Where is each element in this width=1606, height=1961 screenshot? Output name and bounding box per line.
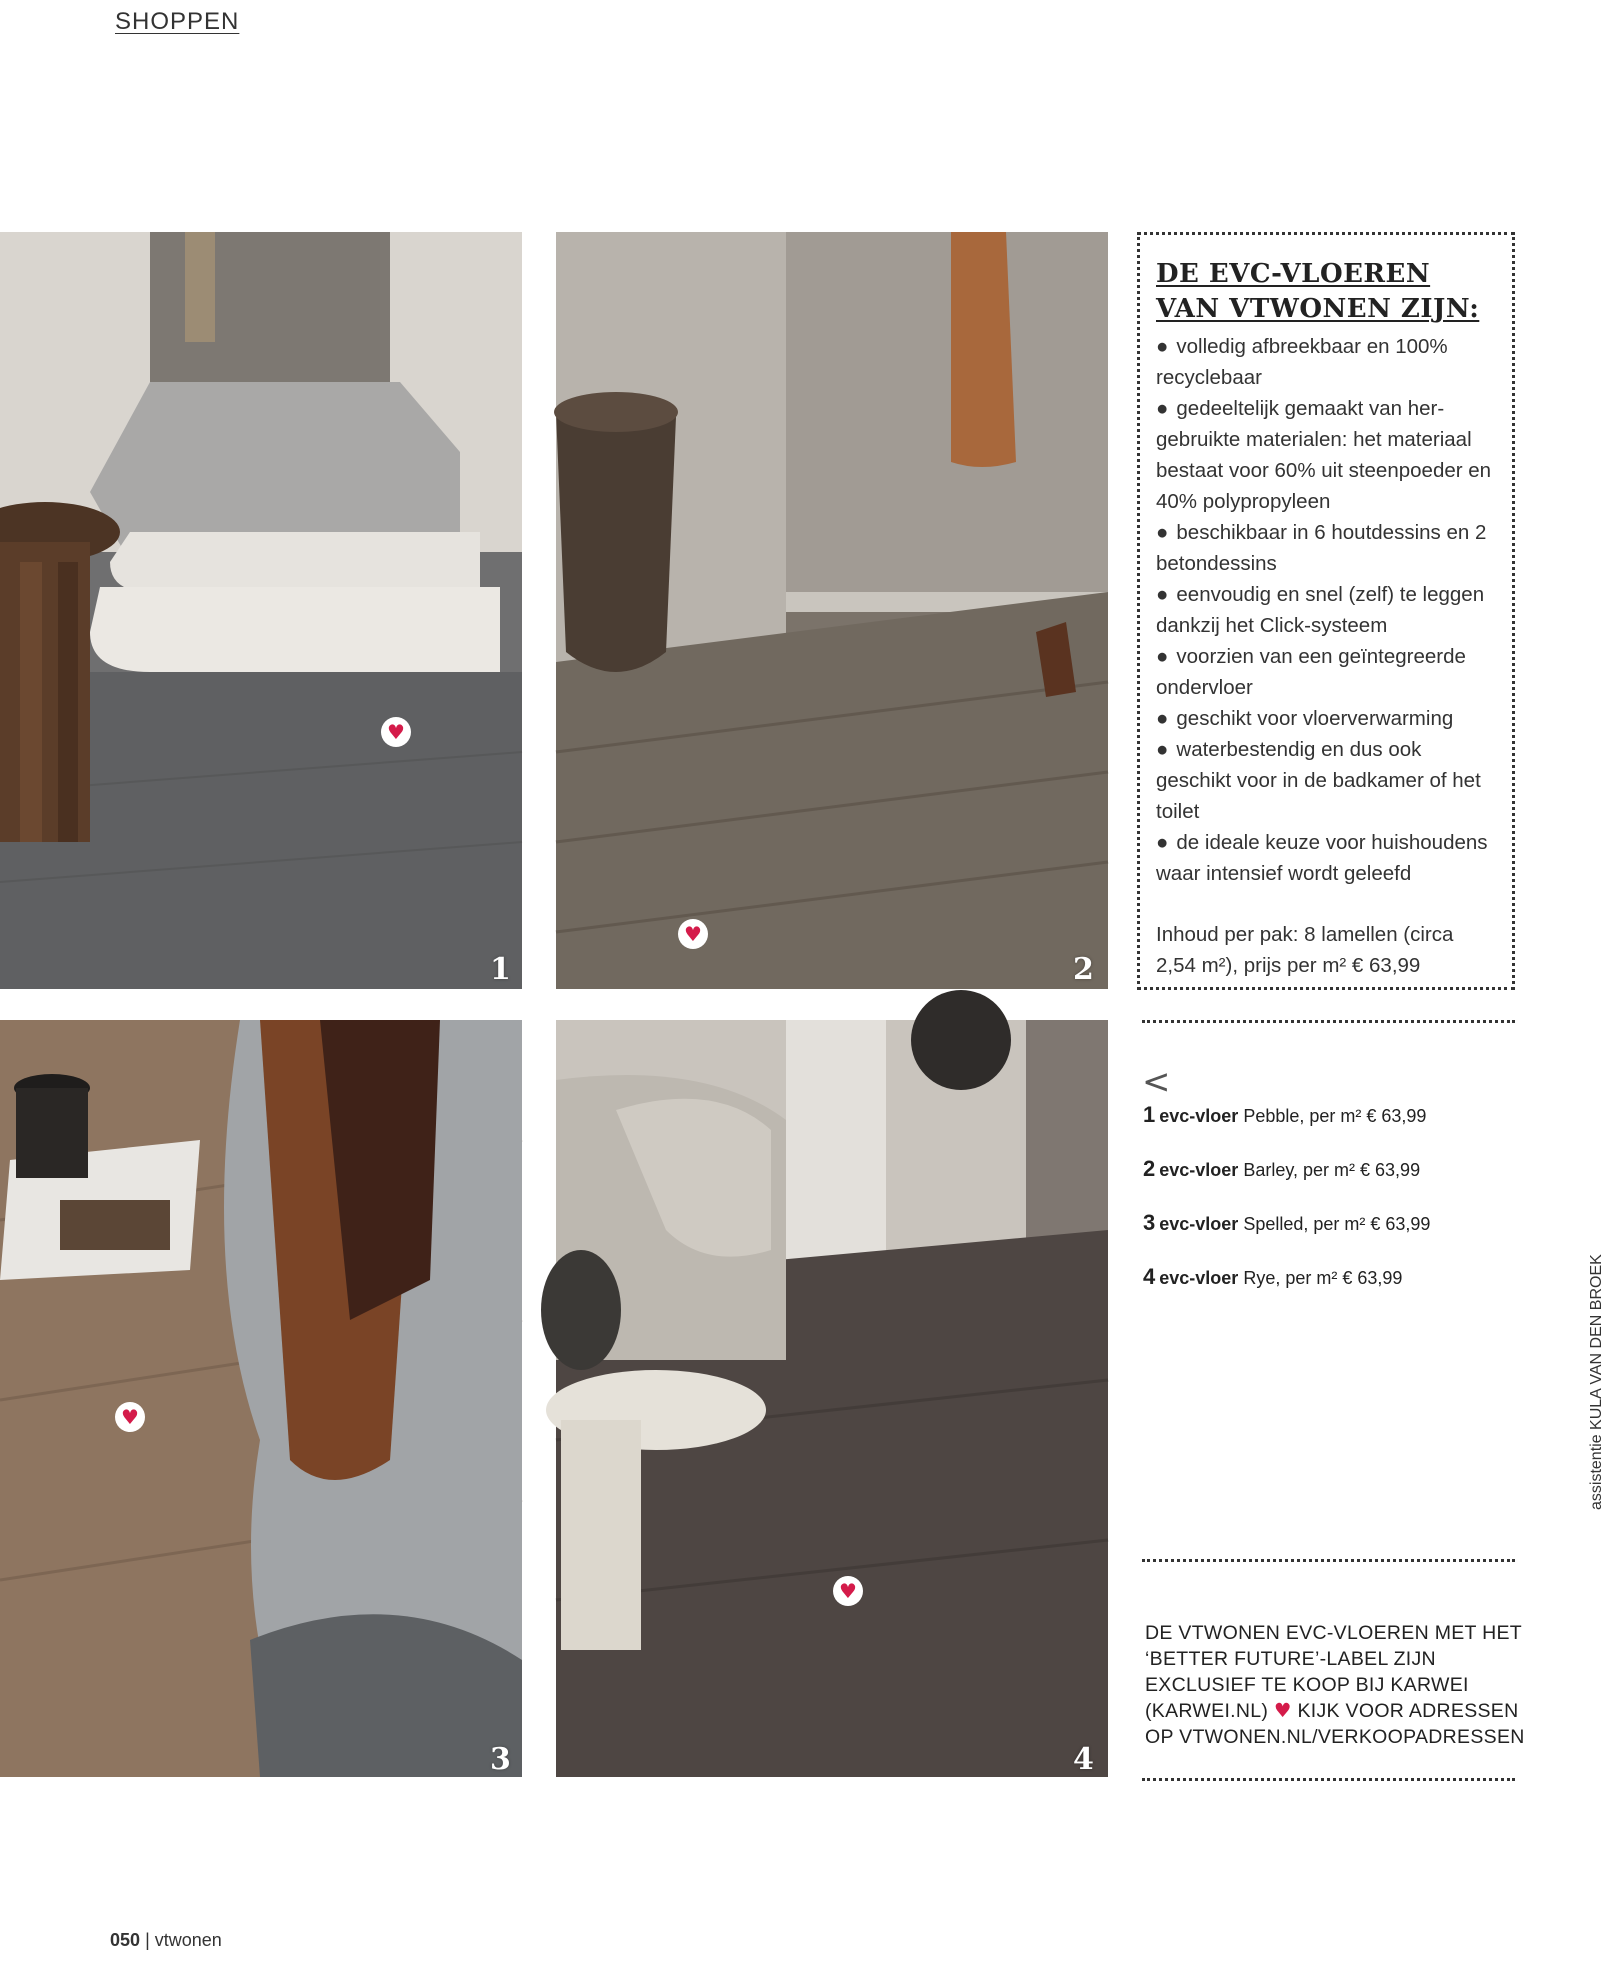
separator: | — [145, 1930, 150, 1950]
product-desc: Pebble, per m² € 63,99 — [1243, 1106, 1427, 1126]
feature-item: ● waterbestendig en dus ook geschikt voor in de badkamer of het toilet — [1156, 738, 1481, 823]
product-number: 2 — [1143, 1156, 1156, 1181]
photo-pebble-floor — [0, 232, 522, 989]
product-item-4 — [1143, 1264, 1402, 1290]
chevron-left-icon: < — [1142, 1062, 1171, 1102]
heart-icon: ♥ — [839, 1579, 857, 1603]
section-label: SHOPPEN — [115, 8, 240, 35]
feature-list — [1156, 331, 1498, 889]
feature-item: ● voorzien van een geïntegreerde ondervloer — [1156, 645, 1466, 699]
product-number: 1 — [1143, 1102, 1156, 1127]
bullet-icon: ● — [1156, 583, 1169, 606]
product-type: evc-vloer — [1159, 1268, 1239, 1288]
feature-item: ● eenvoudig en snel (zelf) te leggen dankzij het Click-systeem — [1156, 583, 1485, 637]
product-item-1 — [1143, 1102, 1426, 1128]
photo-number-2: 2 — [1073, 952, 1094, 987]
info-title-line2: VAN VTWONEN ZIJN: — [1156, 294, 1480, 324]
heart-marker-1[interactable] — [381, 717, 411, 747]
product-type: evc-vloer — [1159, 1214, 1239, 1234]
heart-marker-2[interactable] — [678, 919, 708, 949]
product-desc: Rye, per m² € 63,99 — [1243, 1268, 1403, 1288]
page-number: 050 — [110, 1930, 141, 1950]
product-type: evc-vloer — [1159, 1106, 1239, 1126]
bullet-icon: ● — [1156, 831, 1169, 854]
bullet-icon: ● — [1156, 707, 1169, 730]
product-number: 3 — [1143, 1210, 1156, 1235]
package-content: Inhoud per pak: 8 lamellen (circa 2,54 m²), prijs per m² € 63,99 — [1156, 923, 1454, 977]
feature-item: ● beschikbaar in 6 houtdessins en 2 betondessins — [1156, 521, 1487, 575]
divider — [1142, 1559, 1515, 1562]
page-footer — [110, 1930, 222, 1951]
heart-icon: ♥ — [1273, 1699, 1292, 1722]
feature-item: ● de ideale keuze voor huishoudens waar intensief wordt geleefd — [1156, 831, 1488, 885]
photo-number-1: 1 — [490, 952, 511, 987]
bullet-icon: ● — [1156, 738, 1169, 761]
retail-note — [1145, 1620, 1525, 1750]
photo-credit: assistentie KULA VAN DEN BROEK — [1588, 1254, 1605, 1510]
photo-rye-floor — [556, 1020, 1108, 1777]
heart-marker-4[interactable] — [833, 1576, 863, 1606]
bullet-icon: ● — [1156, 397, 1169, 420]
feature-item: ● volledig afbreekbaar en 100% recyclebaar — [1156, 335, 1448, 389]
feature-item: ● geschikt voor vloerverwarming — [1156, 707, 1454, 730]
product-number: 4 — [1143, 1264, 1156, 1289]
heart-icon: ♥ — [387, 720, 405, 744]
bullet-icon: ● — [1156, 521, 1169, 544]
heart-icon: ♥ — [684, 922, 702, 946]
divider — [1142, 1020, 1515, 1023]
divider — [1142, 1778, 1515, 1781]
info-title-line1: DE EVC-VLOEREN — [1156, 259, 1431, 289]
info-box — [1137, 232, 1515, 990]
product-desc: Spelled, per m² € 63,99 — [1243, 1214, 1431, 1234]
retail-note-text: DE VTWONEN EVC-VLOEREN MET HET ‘BETTER FUTURE’-LABEL ZIJN EXCLUSIEF TE KOOP BIJ KARWEI (KARWEI.NL) — [1145, 1622, 1522, 1722]
heart-icon: ♥ — [121, 1405, 139, 1429]
feature-item: ● gedeeltelijk gemaakt van her-gebruikte materialen: het materiaal bestaat voor 60% uit steenpoeder en 40% polypropyleen — [1156, 397, 1492, 513]
photo-number-3: 3 — [490, 1742, 511, 1777]
product-desc: Barley, per m² € 63,99 — [1243, 1160, 1421, 1180]
product-item-3 — [1143, 1210, 1430, 1236]
photo-barley-floor — [556, 232, 1108, 989]
bullet-icon: ● — [1156, 335, 1169, 358]
product-type: evc-vloer — [1159, 1160, 1239, 1180]
info-title — [1156, 257, 1498, 327]
photo-spelled-floor — [0, 1020, 522, 1777]
bullet-icon: ● — [1156, 645, 1169, 668]
product-item-2 — [1143, 1156, 1420, 1182]
retail-note-link-text: KIJK VOOR ADRESSEN OP VTWONEN.NL/VERKOOPADRESSEN — [1145, 1700, 1525, 1748]
magazine-name: vtwonen — [154, 1930, 222, 1950]
photo-number-4: 4 — [1073, 1742, 1094, 1777]
heart-marker-3[interactable] — [115, 1402, 145, 1432]
